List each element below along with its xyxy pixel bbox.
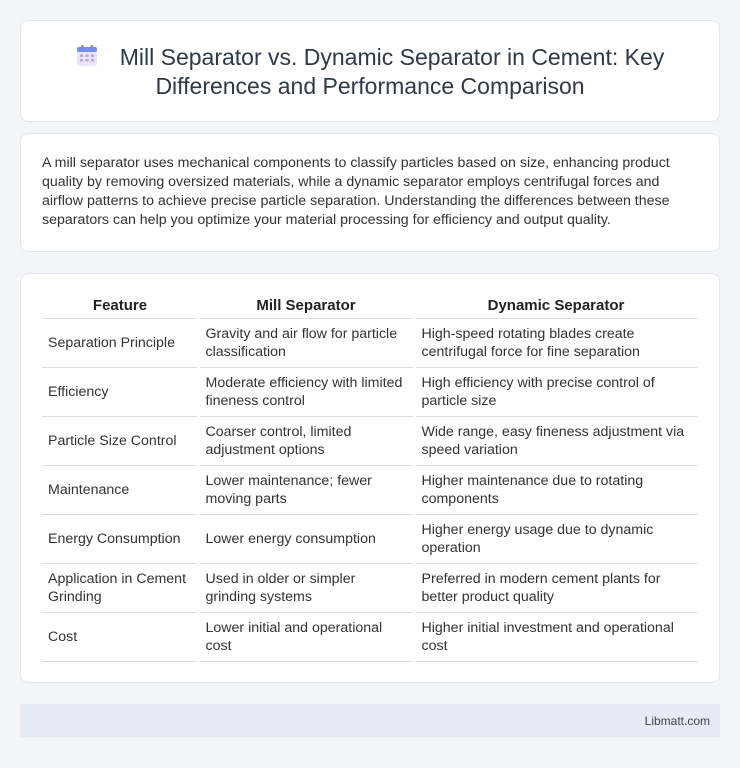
intro-card — [20, 133, 720, 252]
table-header-row — [42, 294, 698, 318]
header-feature: Feature — [42, 294, 198, 318]
header-dynamic-separator: Dynamic Separator — [414, 294, 698, 318]
table-row — [42, 318, 698, 367]
footer — [20, 704, 720, 737]
page-title-text: Mill Separator vs. Dynamic Separator in Cement: Key Differences and Performance Comparison — [119, 44, 665, 99]
feature-cell: Separation Principle — [42, 318, 198, 367]
table-row — [42, 367, 698, 416]
dynamic-cell: Preferred in modern cement plants for better product quality — [414, 563, 698, 612]
footer-brand[interactable]: Libmatt.com — [644, 714, 710, 728]
comparison-card — [20, 273, 720, 683]
mill-cell: Lower energy consumption — [198, 514, 414, 563]
mill-cell: Lower initial and operational cost — [198, 612, 414, 661]
table-row — [42, 612, 698, 661]
dynamic-cell: High efficiency with precise control of particle size — [414, 367, 698, 416]
dynamic-cell: Higher maintenance due to rotating components — [414, 465, 698, 514]
dynamic-cell: Higher energy usage due to dynamic operation — [414, 514, 698, 563]
header-mill-separator: Mill Separator — [198, 294, 414, 318]
dynamic-cell: High-speed rotating blades create centrifugal force for fine separation — [414, 318, 698, 367]
comparison-table — [42, 294, 698, 662]
intro-paragraph: A mill separator uses mechanical components to classify particles based on size, enhancing product quality by removing oversized materials, while a dynamic separator employs centrifugal forces and airflow patterns to achieve precise particle separation. Understanding the differences between these separators can help you optimize your material processing for efficiency and output quality. — [42, 155, 670, 228]
table-row — [42, 465, 698, 514]
feature-cell: Application in Cement Grinding — [42, 563, 198, 612]
mill-cell: Moderate efficiency with limited fineness control — [198, 367, 414, 416]
calendar-icon — [76, 45, 98, 67]
dynamic-cell: Wide range, easy fineness adjustment via speed variation — [414, 416, 698, 465]
feature-cell: Efficiency — [42, 367, 198, 416]
dynamic-cell: Higher initial investment and operational cost — [414, 612, 698, 661]
mill-cell: Lower maintenance; fewer moving parts — [198, 465, 414, 514]
feature-cell: Energy Consumption — [42, 514, 198, 563]
feature-cell: Cost — [42, 612, 198, 661]
feature-cell: Maintenance — [42, 465, 198, 514]
page-title — [21, 43, 719, 101]
title-card — [20, 20, 720, 122]
mill-cell: Used in older or simpler grinding systems — [198, 563, 414, 612]
feature-cell: Particle Size Control — [42, 416, 198, 465]
table-row — [42, 563, 698, 612]
mill-cell: Gravity and air flow for particle classification — [198, 318, 414, 367]
mill-cell: Coarser control, limited adjustment options — [198, 416, 414, 465]
table-row — [42, 514, 698, 563]
table-row — [42, 416, 698, 465]
